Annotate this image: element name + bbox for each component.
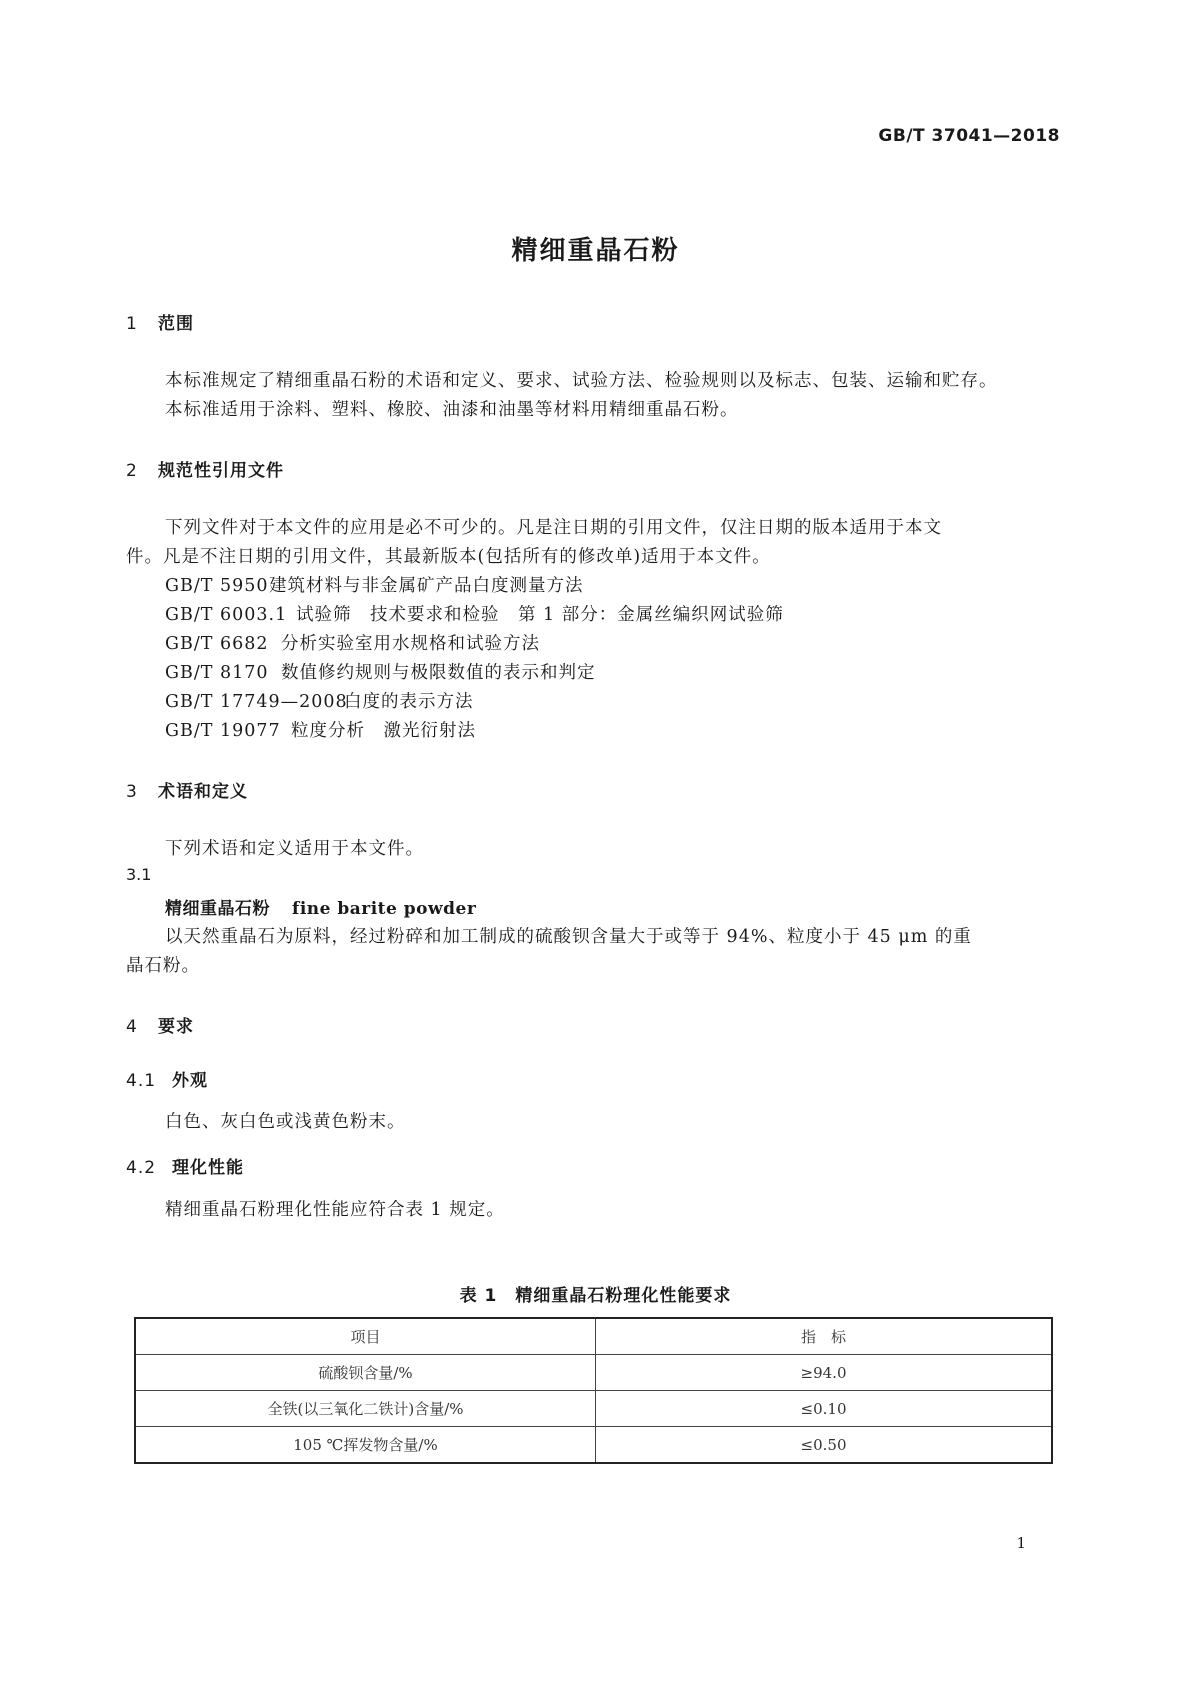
standard-number: GB/T 37041—2018 — [878, 126, 1060, 146]
reference-title: 分析实验室用水规格和试验方法 — [281, 634, 540, 654]
reference-title: 建筑材料与非金属矿产品白度测量方法 — [269, 576, 584, 596]
reference-code: GB/T 6682 — [165, 634, 269, 654]
table-row — [135, 1391, 1052, 1427]
references-intro-line-2: 件。凡是不注日期的引用文件，其最新版本(包括所有的修改单)适用于本文件。 — [126, 547, 771, 567]
reference-title: 试验筛 技术要求和检验 第 1 部分：金属丝编织网试验筛 — [296, 605, 784, 625]
section-number: 3 — [126, 782, 138, 802]
section-4-heading — [126, 1012, 194, 1037]
reference-title: 粒度分析 激光衍射法 — [291, 721, 476, 741]
reference-code: GB/T 19077 — [165, 721, 281, 741]
term-english: fine barite powder — [292, 899, 477, 919]
scope-paragraph-2: 本标准适用于涂料、塑料、橡胶、油漆和油墨等材料用精细重晶石粉。 — [165, 400, 739, 420]
section-title: 术语和定义 — [158, 782, 248, 802]
section-4-1-heading — [126, 1066, 208, 1091]
reference-item — [165, 601, 784, 626]
reference-item — [165, 630, 540, 655]
section-number: 4.2 — [126, 1158, 157, 1178]
reference-item — [165, 717, 476, 742]
terms-intro: 下列术语和定义适用于本文件。 — [165, 839, 424, 859]
table-row — [135, 1355, 1052, 1391]
table-cell-item: 硫酸钡含量/% — [135, 1355, 596, 1391]
term-number: 3.1 — [126, 865, 152, 884]
term-chinese: 精细重晶石粉 — [165, 899, 270, 919]
references-intro-line-1: 下列文件对于本文件的应用是必不可少的。凡是注日期的引用文件，仅注日期的版本适用于本文 — [165, 518, 942, 538]
page-number: 1 — [1016, 1534, 1026, 1552]
appearance-text: 白色、灰白色或浅黄色粉末。 — [165, 1112, 406, 1132]
requirements-table — [134, 1317, 1053, 1464]
section-number: 2 — [126, 461, 138, 481]
reference-code: GB/T 5950 — [165, 576, 269, 596]
table-header-row — [135, 1318, 1052, 1355]
reference-item — [165, 688, 474, 713]
reference-item — [165, 572, 584, 597]
reference-title: 白度的表示方法 — [344, 692, 474, 712]
reference-code: GB/T 17749—2008 — [165, 692, 348, 712]
term-definition-line-1: 以天然重晶石为原料，经过粉碎和加工制成的硫酸钡含量大于或等于 94%、粒度小于 45 μm 的重 — [165, 927, 972, 947]
properties-text: 精细重晶石粉理化性能应符合表 1 规定。 — [165, 1200, 505, 1220]
column-header-value: 指 标 — [596, 1318, 1053, 1355]
reference-title: 数值修约规则与极限数值的表示和判定 — [281, 663, 596, 683]
table-cell-value: ≤0.50 — [596, 1427, 1053, 1464]
section-3-heading — [126, 777, 248, 802]
section-title: 规范性引用文件 — [158, 461, 284, 481]
reference-code: GB/T 6003.1 — [165, 605, 288, 625]
section-title: 要求 — [158, 1017, 194, 1037]
table-caption: 表 1 精细重晶石粉理化性能要求 — [459, 1286, 732, 1306]
section-4-2-heading — [126, 1153, 244, 1178]
table-cell-item: 全铁(以三氧化二铁计)含量/% — [135, 1391, 596, 1427]
table-cell-value: ≥94.0 — [596, 1355, 1053, 1391]
table-cell-value: ≤0.10 — [596, 1391, 1053, 1427]
section-2-heading — [126, 456, 284, 481]
document-title: 精细重晶石粉 — [511, 236, 680, 266]
term-definition-line-2: 晶石粉。 — [126, 956, 200, 976]
reference-code: GB/T 8170 — [165, 663, 269, 683]
scope-paragraph-1: 本标准规定了精细重晶石粉的术语和定义、要求、试验方法、检验规则以及标志、包装、运输和贮存。 — [165, 371, 998, 391]
section-title: 范围 — [158, 314, 194, 334]
term-entry — [165, 894, 476, 919]
section-title: 外观 — [172, 1071, 208, 1091]
section-title: 理化性能 — [172, 1158, 244, 1178]
section-number: 4.1 — [126, 1071, 157, 1091]
column-header-item: 项目 — [135, 1318, 596, 1355]
section-number: 4 — [126, 1017, 138, 1037]
table-cell-item: 105 ℃挥发物含量/% — [135, 1427, 596, 1464]
reference-item — [165, 659, 596, 684]
section-number: 1 — [126, 314, 138, 334]
table-row — [135, 1427, 1052, 1464]
section-1-heading — [126, 309, 194, 334]
